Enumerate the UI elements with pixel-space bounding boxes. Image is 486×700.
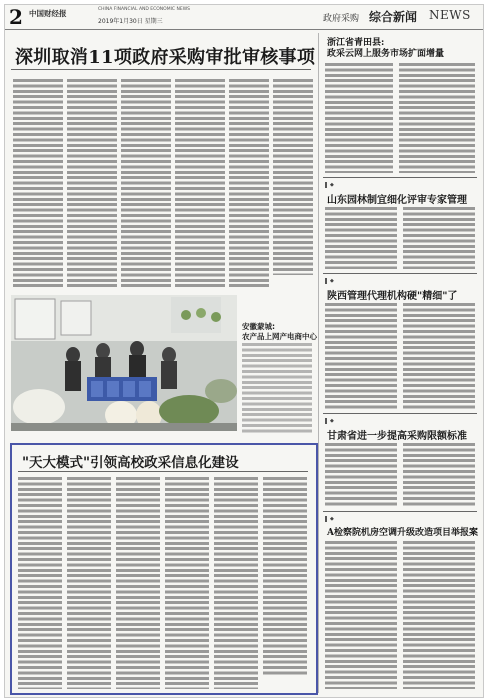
divider <box>11 69 311 70</box>
divider <box>323 511 477 512</box>
lead-body-col-4 <box>175 79 225 289</box>
masthead <box>5 5 483 30</box>
divider <box>323 177 477 178</box>
highlighted-article <box>10 443 318 695</box>
right-story-2-col-1 <box>325 207 397 269</box>
right-story-4-headline: 甘肃省进一步提高采购限额标准 <box>327 431 467 442</box>
issue-date: 2019年1月30日 星期三 <box>98 18 163 25</box>
lead-body-col-1 <box>13 79 63 289</box>
section-label: 政府采购 <box>323 14 360 24</box>
right-story-3-col-2 <box>403 303 475 409</box>
photo-caption-line-2: 农产品上网产电商中心 <box>242 332 317 341</box>
right-story-5-col-1 <box>325 541 397 689</box>
divider <box>323 273 477 274</box>
newspaper-page <box>4 4 484 698</box>
photo-caption-line-1: 安徽蒙城: <box>242 322 275 331</box>
right-story-3-headline: 陕西管理代理机构硬"精细"了 <box>327 291 458 302</box>
story-tag: ◆ <box>325 278 334 284</box>
feature-body-col-4 <box>165 477 209 689</box>
section-title: 综合新闻 <box>369 10 418 24</box>
divider <box>323 413 477 414</box>
photo-story-body <box>242 343 312 435</box>
right-story-4-col-1 <box>325 443 397 507</box>
right-story-3-col-1 <box>325 303 397 409</box>
feature-body-col-5 <box>214 477 258 689</box>
news-photo <box>11 295 237 431</box>
story-tag: ◆ <box>325 182 334 188</box>
page-number: 2 <box>9 5 23 29</box>
right-story-5-col-2 <box>403 541 475 689</box>
story-tag: ◆ <box>325 418 334 424</box>
lead-body-col-3 <box>121 79 171 289</box>
right-story-1-col-1 <box>325 63 393 173</box>
section-title-en: NEWS <box>429 8 471 22</box>
feature-body-col-6 <box>263 477 307 677</box>
feature-body-col-2 <box>67 477 111 689</box>
right-story-2-headline: 山东园林制宜细化评审专家管理 <box>327 195 467 206</box>
feature-body-col-3 <box>116 477 160 689</box>
paper-name: 中国财经报 <box>29 9 67 18</box>
paper-name-en: CHINA FINANCIAL AND ECONOMIC NEWS <box>98 7 191 12</box>
right-story-2-col-2 <box>403 207 475 269</box>
right-story-1-col-2 <box>399 63 475 173</box>
right-story-1-headline-line-2: 政采云网上服务市场扩面增量 <box>327 49 445 59</box>
right-story-5-headline: A检察院机房空调升级改造项目举报案 <box>327 528 478 538</box>
lead-body-col-5 <box>229 79 269 289</box>
story-tag: ◆ <box>325 516 334 522</box>
feature-body-col-1 <box>18 477 62 689</box>
feature-headline: "天大模式"引领高校政采信息化建设 <box>22 455 239 471</box>
right-story-4-col-2 <box>403 443 475 507</box>
column-divider <box>318 33 319 693</box>
lead-headline: 深圳取消11项政府采购审批审核事项 <box>15 47 316 68</box>
divider <box>18 471 308 472</box>
lead-body-col-2 <box>67 79 117 289</box>
lead-body-col-6 <box>273 79 313 275</box>
right-story-1-headline-line-1: 浙江省青田县: <box>327 38 385 48</box>
